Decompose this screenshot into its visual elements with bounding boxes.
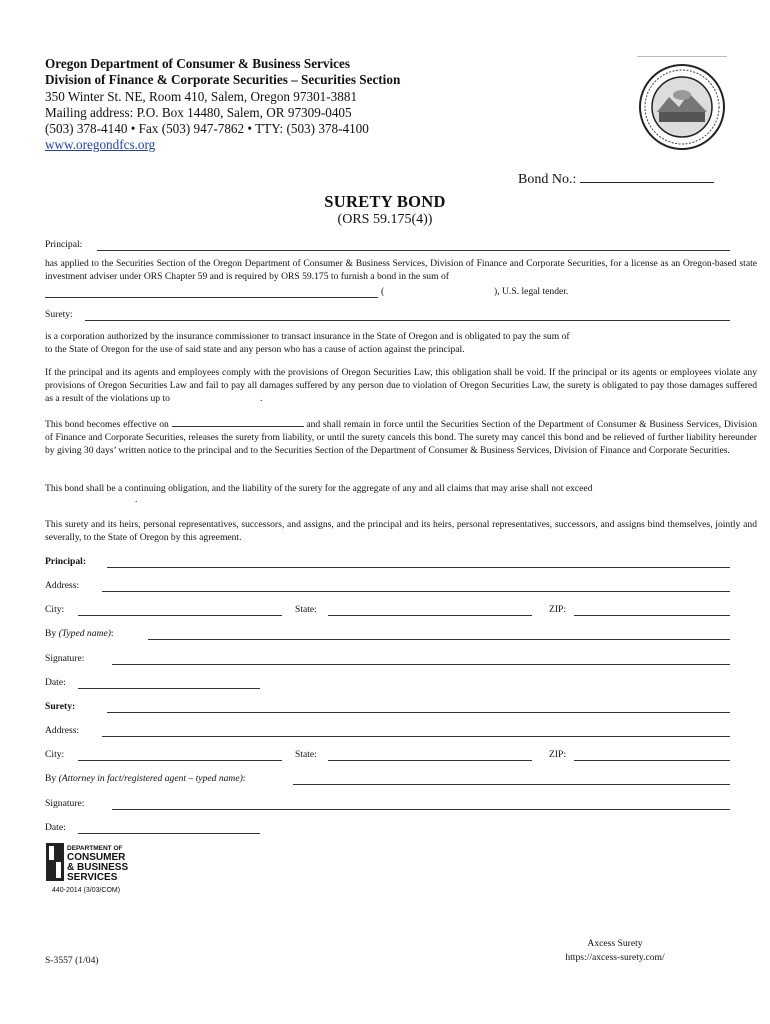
principal-signature-label: Signature: xyxy=(45,653,85,664)
principal-zip-label: ZIP: xyxy=(549,604,567,615)
surety-address-label: Address: xyxy=(45,725,80,736)
effective-text-a: This bond becomes effective on xyxy=(45,419,169,430)
surety-state-line[interactable] xyxy=(328,760,532,761)
principal-block-name-line[interactable] xyxy=(107,567,730,568)
surety-date-label: Date: xyxy=(45,822,66,833)
bond-amount-words-line[interactable] xyxy=(45,297,378,298)
surety-block-label: Surety: xyxy=(45,701,76,712)
legal-tender-text: ), U.S. legal tender. xyxy=(494,286,569,297)
surety-zip-label: ZIP: xyxy=(549,749,567,760)
surety-attorney-label: By (Attorney in fact/registered agent – typed name): xyxy=(45,773,246,784)
principal-typed-name-label: By (Typed name): xyxy=(45,628,114,639)
compliance-end: . xyxy=(259,393,263,405)
form-number: S-3557 (1/04) xyxy=(45,955,99,966)
svg-text:CONSUMER: CONSUMER xyxy=(67,852,126,863)
dcbs-logo xyxy=(45,842,137,894)
continuing-end: . xyxy=(135,494,138,505)
document-title: SURETY BOND xyxy=(324,192,446,211)
principal-city-line[interactable] xyxy=(78,615,282,616)
svg-text:440-2014 (3/03/COM): 440-2014 (3/03/COM) xyxy=(52,887,121,894)
compliance-text: If the principal and its agents and employees comply with the provisions of Oregon Securities Law, this obligation shall be void. If the principal or its agents or employees violate any provisions of Oregon Securities Law and fail to pay all damages suffered by any person due to violation of Oregon Securities Law, the surety is obligated to pay those damages suffered as a result of the violations up to xyxy=(45,367,757,405)
principal-date-label: Date: xyxy=(45,677,66,688)
paragraph-application: has applied to the Securities Section of the Oregon Department of Consumer & Business Services, Division of Finance and Corporate Securities, for a license as an Oregon-based state investment adviser under ORS Chapter 59 and is required by ORS 59.175 to furnish a bond in the sum of xyxy=(45,258,757,283)
surety-block-name-line[interactable] xyxy=(107,712,730,713)
website-link[interactable]: www.oregondfcs.org xyxy=(45,137,156,153)
surety-attorney-line[interactable] xyxy=(293,784,730,785)
bond-number-field[interactable] xyxy=(518,170,714,188)
paragraph-continuing: This bond shall be a continuing obligation, and the liability of the surety for the aggregate of any and all claims that may arise shall not exceed xyxy=(45,483,593,494)
surety-city-label: City: xyxy=(45,749,65,760)
principal-state-line[interactable] xyxy=(328,615,532,616)
surety-name-line[interactable] xyxy=(85,320,730,321)
svg-text:DEPARTMENT OF: DEPARTMENT OF xyxy=(67,845,123,852)
paragraph-compliance xyxy=(45,366,757,406)
oregon-seal xyxy=(637,56,727,155)
effective-text-b: and shall remain in force until the Securities Section of the Department of Consumer & Business Services, Division of Finance and Corporate Securities, releases the surety from liability, or until the surety cancels this bond. The surety may cancel this bond and be relieved of further liability hereunder by giving 30 days’ written notice to the principal and to the Securities Section of the Department of Consumer & Business Services, Division of Finance and Corporate Securities. xyxy=(45,419,757,457)
paragraph-agreement: This surety and its heirs, personal representatives, successors, and assigns, and the principal and its heirs, personal representatives, successors, and assigns bind themselves, jointly and severally, to the State of Oregon by this agreement. xyxy=(45,519,757,544)
principal-date-line[interactable] xyxy=(78,688,260,689)
surety-date-line[interactable] xyxy=(78,833,260,834)
paragraph-surety-obligation: is a corporation authorized by the insurance commissioner to transact insurance in the State of Oregon and is obligated to pay the sum of xyxy=(45,331,570,342)
principal-signature-line[interactable] xyxy=(112,664,730,665)
division-name: Division of Finance & Corporate Securities – Securities Section xyxy=(45,72,401,88)
paragraph-surety-use: to the State of Oregon for the use of said state and any person who has a cause of action against the principal. xyxy=(45,344,465,355)
principal-block-label: Principal: xyxy=(45,556,87,567)
street-address: 350 Winter St. NE, Room 410, Salem, Oregon 97301-3881 xyxy=(45,88,358,104)
mailing-address: Mailing address: P.O. Box 14480, Salem, OR 97309-0405 xyxy=(45,104,352,120)
surety-signature-line[interactable] xyxy=(112,809,730,810)
surety-signature-label: Signature: xyxy=(45,798,85,809)
principal-city-label: City: xyxy=(45,604,65,615)
svg-text:& BUSINESS: & BUSINESS xyxy=(67,862,129,873)
paren-open: ( xyxy=(381,286,385,297)
svg-text:SERVICES: SERVICES xyxy=(67,872,118,883)
principal-address-line[interactable] xyxy=(102,591,730,592)
surety-city-line[interactable] xyxy=(78,760,282,761)
vendor-name: Axcess Surety xyxy=(587,938,643,949)
surety-label: Surety: xyxy=(45,309,73,320)
principal-typed-name-line[interactable] xyxy=(148,639,730,640)
effective-date-line[interactable] xyxy=(172,417,304,427)
vendor-url[interactable]: https://axcess-surety.com/ xyxy=(565,952,665,963)
principal-label: Principal: xyxy=(45,239,83,250)
bond-number-label: Bond No.: xyxy=(518,172,577,187)
agency-name: Oregon Department of Consumer & Business Services xyxy=(45,56,350,71)
surety-address-line[interactable] xyxy=(102,736,730,737)
surety-zip-line[interactable] xyxy=(574,760,730,761)
principal-state-label: State: xyxy=(295,604,317,615)
vendor-credit xyxy=(540,937,690,965)
surety-state-label: State: xyxy=(295,749,317,760)
principal-address-label: Address: xyxy=(45,580,80,591)
phone-numbers: (503) 378-4140 • Fax (503) 947-7862 • TTY: (503) 378-4100 xyxy=(45,121,369,137)
principal-name-line[interactable] xyxy=(97,250,730,251)
statute-reference: (ORS 59.175(4)) xyxy=(337,212,433,227)
principal-zip-line[interactable] xyxy=(574,615,730,616)
paragraph-effective xyxy=(45,417,757,458)
bond-number-line[interactable] xyxy=(580,170,714,183)
agency-header xyxy=(45,56,400,154)
